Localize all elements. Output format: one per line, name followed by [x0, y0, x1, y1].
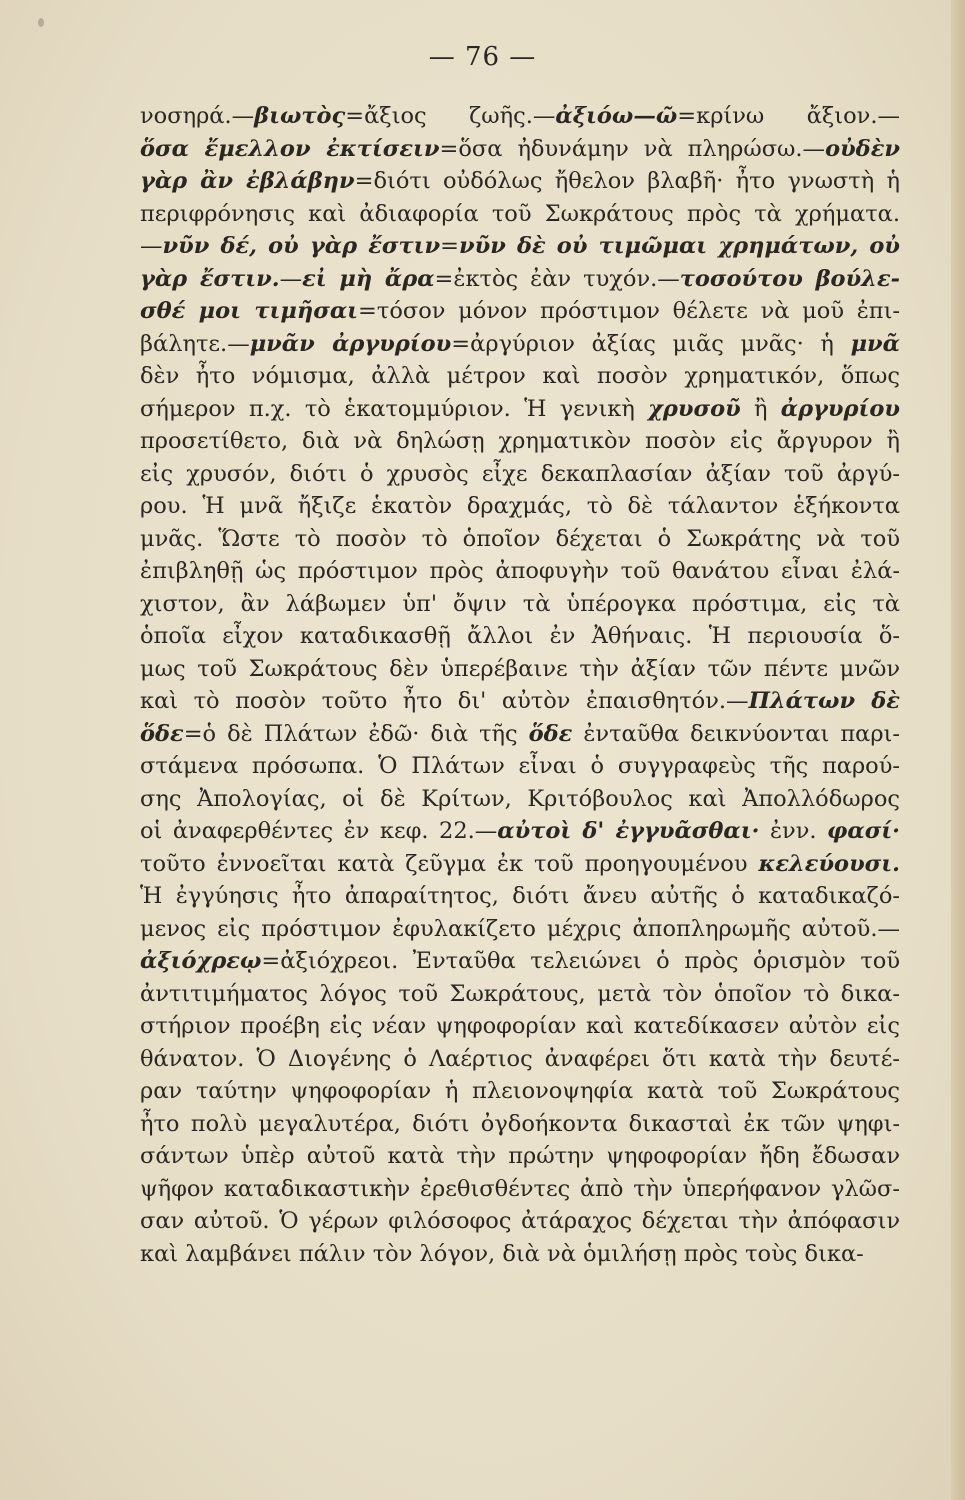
commentary-text	[140, 100, 900, 1270]
text-segment: σαν αὐτοῦ. Ὁ γέρων φιλόσοφος ἀτάραχος δέχεται τὴν ἀπόφασιν	[140, 1208, 900, 1234]
text-line	[140, 165, 900, 198]
text-segment: =ἄξιος ζωῆς.—	[345, 103, 556, 129]
text-segment: σης Ἀπολογίας, οἱ δὲ Κρίτων, Κριτόβουλος καὶ Ἀπολλόδωρος	[140, 785, 900, 812]
text-segment: =ἀξιόχρεοι. Ἐνταῦθα τελειώνει ὁ πρὸς ὁρισμὸν τοῦ	[261, 948, 900, 974]
text-line	[140, 295, 900, 328]
text-line	[140, 848, 900, 881]
text-line	[140, 913, 900, 946]
text-line	[140, 588, 900, 621]
text-segment: =τόσον μόνον πρόστιμον θέλετε νὰ μοῦ ἐπι-	[358, 298, 900, 324]
text-segment: ἐπιβληθῇ ὡς πρόστιμον πρὸς ἀποφυγὴν τοῦ θανάτου εἶναι ἐλά-	[140, 558, 900, 584]
text-segment: =κρίνω ἄξιον.—	[677, 103, 900, 129]
text-line	[140, 815, 900, 848]
text-segment: =ἐκτὸς ἐὰν τυχόν.—	[434, 265, 680, 292]
lemma-term: νῦν δέ, οὐ γὰρ ἔστιν	[162, 233, 441, 259]
text-segment: μως τοῦ Σωκράτους δὲν ὑπερέβαινε τὴν ἀξίαν τῶν πέντε μνῶν	[140, 655, 900, 682]
text-segment: χιστον, ἂν λάβωμεν ὑπ' ὄψιν τὰ ὑπέρογκα πρόστιμα, εἰς τὰ	[140, 590, 900, 617]
text-segment: στάμενα πρόσωπα. Ὁ Πλάτων εἶναι ὁ συγγραφεὺς τῆς παρού-	[140, 753, 900, 779]
text-line	[140, 750, 900, 783]
text-line	[140, 620, 900, 653]
text-line	[140, 685, 900, 718]
text-line	[140, 1205, 900, 1238]
text-segment: ἀντιτιμήματος λόγος τοῦ Σωκράτους, μετὰ τὸν ὁποῖον τὸ δικα-	[140, 980, 900, 1007]
text-line	[140, 490, 900, 523]
text-segment: δὲν ἦτο νόμισμα, ἀλλὰ μέτρον καὶ ποσὸν χρηματικόν, ὅπως	[140, 363, 900, 389]
text-line	[140, 360, 900, 393]
lemma-term: χρυσοῦ	[648, 395, 741, 422]
text-line	[140, 1140, 900, 1173]
text-segment: =ὅσα ἠδυνάμην νὰ πληρώσω.—	[439, 135, 826, 162]
text-line	[140, 1010, 900, 1043]
lemma-term: σθέ μοι τιμῆσαι	[140, 298, 359, 324]
text-segment: —	[279, 265, 303, 292]
lemma-term: μνᾶ	[850, 330, 900, 357]
text-line	[140, 1043, 900, 1076]
text-segment: =	[440, 233, 459, 259]
text-segment: —	[140, 233, 163, 259]
ink-smudge	[38, 18, 44, 27]
lemma-term: μνᾶν ἀργυρίου	[249, 330, 452, 357]
text-segment: =ὁ δὲ Πλάτων ἐδῶ· διὰ τῆς	[183, 720, 529, 747]
text-line	[140, 783, 900, 816]
text-segment: Ἡ ἐγγύησις ἦτο ἀπαραίτητος, διότι ἄνευ αὐτῆς ὁ καταδικαζό-	[140, 883, 900, 909]
text-line	[140, 393, 900, 426]
text-line	[140, 880, 900, 913]
lemma-term: ὅδε	[528, 720, 573, 747]
lemma-term: γὰρ ἔστιν.	[140, 265, 280, 292]
text-segment: νοσηρά.—	[140, 103, 255, 129]
text-segment: οἱ ἀναφερθέντες ἐν κεφ. 22.—	[140, 818, 498, 844]
text-segment: σάντων ὑπὲρ αὐτοῦ κατὰ τὴν πρώτην ψηφοφορίαν ἤδη ἔδωσαν	[140, 1143, 900, 1169]
text-line	[140, 100, 900, 133]
lemma-term: βιωτὸς	[254, 103, 346, 129]
text-line	[140, 425, 900, 458]
lemma-term: Πλάτων δὲ	[748, 688, 900, 714]
text-segment: βάλητε.—	[140, 330, 250, 357]
text-segment: καὶ τὸ ποσὸν τοῦτο ἦτο δι' αὐτὸν ἐπαισθητόν.—	[140, 688, 749, 714]
text-segment: θάνατον. Ὁ Διογένης ὁ Λαέρτιος ἀναφέρει ὅτι κατὰ τὴν δευτέ-	[140, 1045, 900, 1072]
lemma-term: τοσούτου βούλε-	[679, 265, 900, 292]
text-segment: καὶ λαμβάνει πάλιν τὸν λόγον, διὰ νὰ ὁμιλήσῃ πρὸς τοὺς δικα-	[140, 1240, 864, 1267]
text-segment: ραν ταύτην ψηφοφορίαν ἡ πλειονοψηφία κατὰ τοῦ Σωκράτους	[140, 1078, 900, 1104]
lemma-term: γὰρ ἂν ἐβλάβην	[140, 168, 355, 194]
text-segment: ἦτο πολὺ μεγαλυτέρα, διότι ὀγδοήκοντα δικασταὶ ἐκ τῶν ψηφι-	[140, 1110, 900, 1137]
text-line	[140, 1108, 900, 1141]
text-segment: ρου. Ἡ μνᾶ ἤξιζε ἑκατὸν δραχμάς, τὸ δὲ τάλαντον ἑξήκοντα	[140, 493, 900, 519]
text-line	[140, 945, 900, 978]
text-segment: μενος εἰς πρόστιμον ἐφυλακίζετο μέχρις ἀποπληρωμῆς αὐτοῦ.—	[140, 915, 900, 942]
text-line	[140, 978, 900, 1011]
text-segment: σήμερον π.χ. τὸ ἑκατομμύριον. Ἡ γενικὴ	[140, 395, 649, 422]
text-segment: στήριον προέβη εἰς νέαν ψηφοφορίαν καὶ κατεδίκασεν αὐτὸν εἰς	[140, 1013, 900, 1039]
text-segment: ἐνν.	[759, 818, 828, 844]
text-line	[140, 133, 900, 166]
lemma-term: οὐδὲν	[825, 135, 900, 162]
text-line	[140, 1075, 900, 1108]
text-segment: ἢ	[740, 395, 781, 422]
lemma-term: φασί·	[827, 818, 901, 844]
text-line	[140, 263, 900, 296]
text-line	[140, 198, 900, 231]
lemma-term: κελεύουσι.	[758, 850, 900, 877]
lemma-term: αὐτοὶ δ' ἐγγυᾶσθαι·	[497, 818, 760, 844]
text-line	[140, 230, 900, 263]
lemma-term: ἀργυρίου	[780, 395, 900, 422]
lemma-term: εἰ μὴ ἄρα	[302, 265, 435, 292]
text-line	[140, 458, 900, 491]
lemma-term: ὅσα ἔμελλον ἐκτίσειν	[140, 135, 440, 162]
text-segment: περιφρόνησις καὶ ἀδιαφορία τοῦ Σωκράτους πρὸς τὰ χρήματα.	[140, 200, 900, 227]
page-number: — 76 —	[428, 42, 537, 72]
text-segment: ἐνταῦθα δεικνύονται παρι-	[572, 720, 900, 747]
text-line	[140, 653, 900, 686]
text-segment: τοῦτο ἐννοεῖται κατὰ ζεῦγμα ἐκ τοῦ προηγουμένου	[140, 850, 759, 877]
text-line	[140, 1238, 900, 1271]
text-segment: ψῆφον καταδικαστικὴν ἐρεθισθέντες ἀπὸ τὴν ὑπερήφανον γλῶσ-	[140, 1175, 900, 1202]
page-edge	[951, 0, 965, 1500]
text-line	[140, 328, 900, 361]
text-line	[140, 718, 900, 751]
lemma-term: ἀξιόω—ῶ	[555, 103, 678, 129]
text-line	[140, 555, 900, 588]
lemma-term: ἀξιόχρεῳ	[140, 948, 262, 974]
text-segment: μνᾶς. Ὥστε τὸ ποσὸν τὸ ὁποῖον δέχεται ὁ Σωκράτης νὰ τοῦ	[140, 525, 900, 552]
text-line	[140, 1173, 900, 1206]
text-segment: =ἀργύριον ἀξίας μιᾶς μνᾶς· ἡ	[451, 330, 851, 357]
text-segment: προσετίθετο, διὰ νὰ δηλώσῃ χρηματικὸν ποσὸν εἰς ἄργυρον ἢ	[140, 428, 900, 454]
lemma-term: νῦν δὲ οὐ τιμῶμαι χρημάτων, οὐ	[458, 233, 900, 259]
text-segment: ὁποῖα εἶχον καταδικασθῇ ἄλλοι ἐν Ἀθήναις. Ἡ περιουσία ὅ-	[140, 623, 900, 649]
text-segment: =διότι οὐδόλως ἤθελον βλαβῆ· ἦτο γνωστὴ ἡ	[354, 168, 900, 194]
lemma-term: ὅδε	[140, 720, 184, 747]
text-segment: εἰς χρυσόν, διότι ὁ χρυσὸς εἶχε δεκαπλασίαν ἀξίαν τοῦ ἀργύ-	[140, 460, 900, 487]
text-line	[140, 523, 900, 556]
